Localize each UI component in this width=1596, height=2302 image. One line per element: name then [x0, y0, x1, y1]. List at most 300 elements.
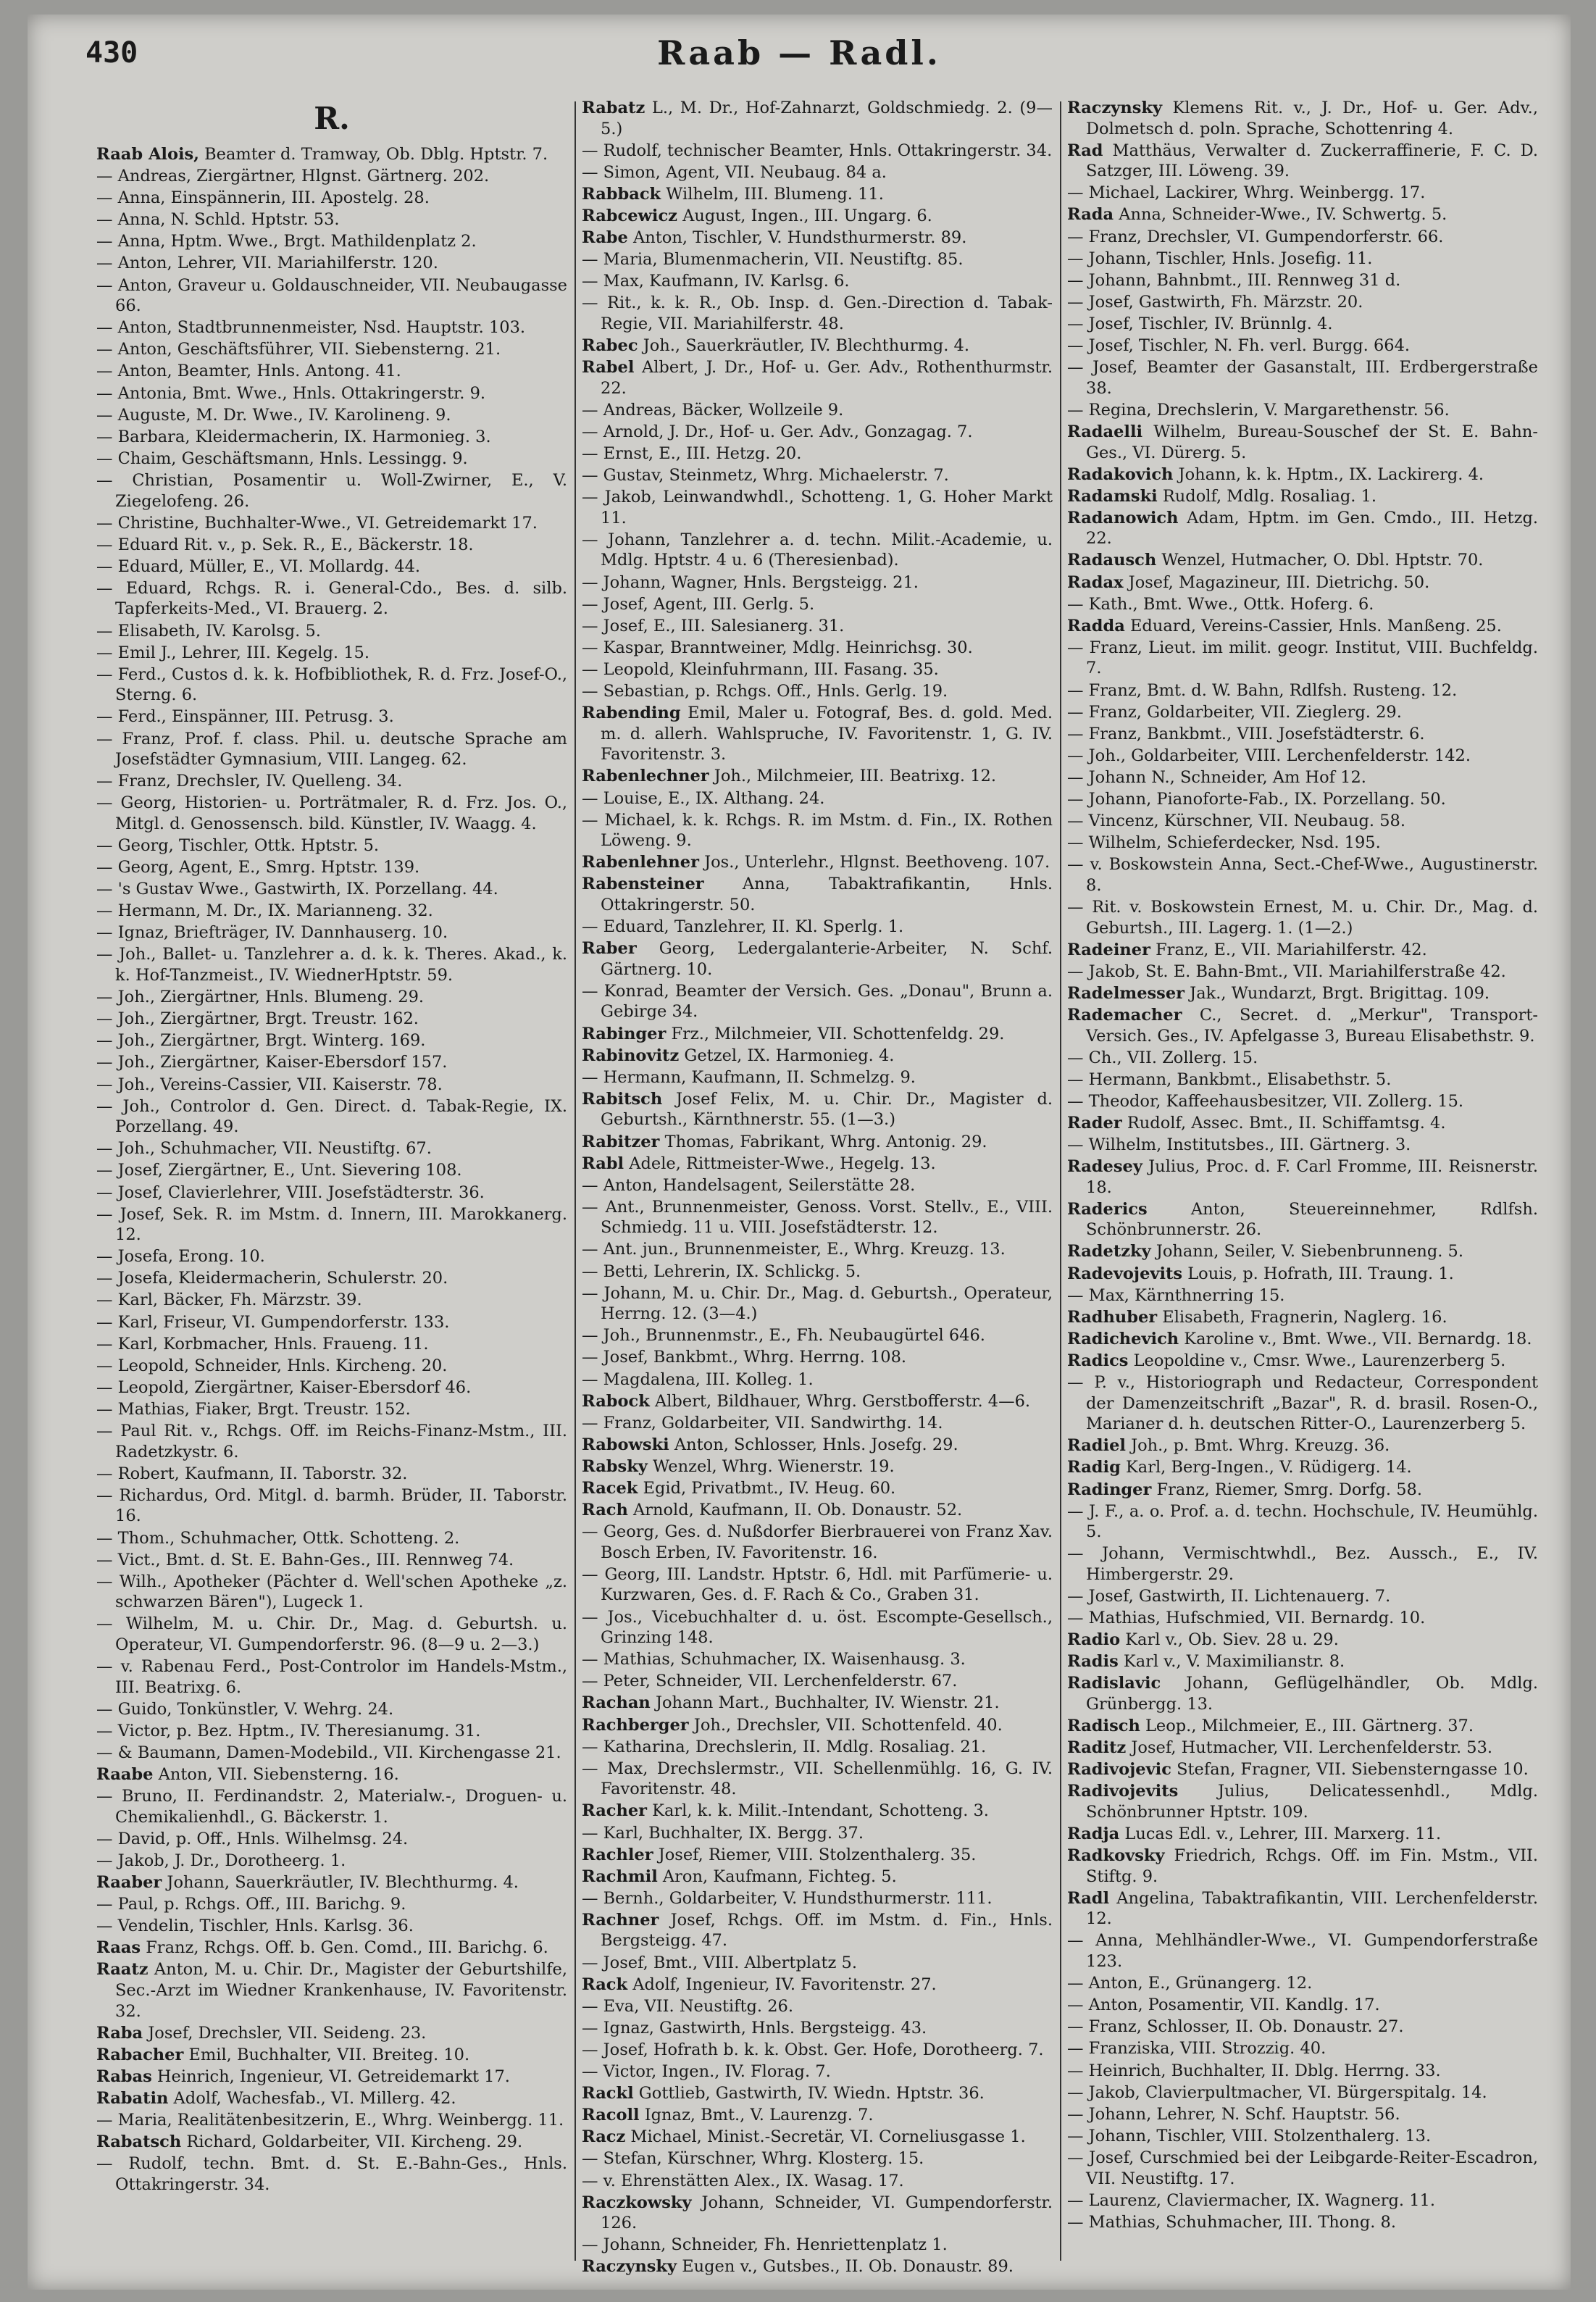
entry-text: — Mathias, Hufschmied, VII. Bernardg. 10.	[1067, 1609, 1426, 1628]
directory-entry	[96, 835, 567, 856]
directory-entry	[582, 981, 1053, 1022]
entry-text: — Anton, Stadtbrunnenmeister, Nsd. Hauptstr. 103.	[96, 318, 526, 338]
entry-text: Leopoldine v., Cmsr. Wwe., Laurenzerberg 5.	[1128, 1351, 1506, 1370]
directory-entry	[582, 487, 1053, 528]
entry-text: — Elisabeth, IV. Karolsg. 5.	[96, 621, 321, 641]
directory-entry	[1067, 724, 1538, 745]
directory-entry	[582, 2193, 1053, 2234]
entry-text: — Josef, Agent, III. Gerlg. 5.	[582, 594, 815, 614]
entry-text: — v. Boskowstein Anna, Sect.-Chef-Wwe., Augustinerstr. 8.	[1067, 855, 1538, 895]
entry-text: Karoline v., Bmt. Wwe., VII. Bernardg. 18.	[1179, 1329, 1532, 1348]
entry-text: — Joh., Goldarbeiter, VIII. Lerchenfelderstr. 142.	[1067, 746, 1471, 765]
entry-surname: Racz	[582, 2127, 626, 2147]
directory-entry	[582, 594, 1053, 615]
directory-entry	[1067, 1241, 1538, 1262]
entry-text: — Rit. v. Boskowstein Ernest, M. u. Chir. Dr., Mag. d. Geburtsh., III. Lagerg. 1. (1—2.)	[1067, 897, 1538, 938]
directory-entry	[96, 209, 567, 230]
entry-surname: Raditz	[1067, 1738, 1127, 1758]
entry-text: — Ignaz, Gastwirth, Hnls. Bergsteigg. 43.	[582, 2018, 927, 2038]
directory-entry	[96, 1959, 567, 2022]
entry-text: — Richardus, Ord. Mitgl. d. barmh. Brüder, II. Taborstr. 16.	[96, 1485, 567, 1526]
directory-entry	[96, 1290, 567, 1311]
entry-text: — Maria, Blumenmacherin, VII. Neustiftg. 85.	[582, 250, 964, 270]
directory-entry	[96, 1160, 567, 1181]
entry-text: — Joh., Ziergärtner, Hnls. Blumeng. 29.	[96, 988, 425, 1007]
entry-text: — Anton, E., Grünangerg. 12.	[1067, 1974, 1313, 1993]
directory-entry	[582, 659, 1053, 680]
entry-surname: Radivojevits	[1067, 1782, 1179, 1801]
entry-text: — Josef, Hofrath b. k. k. Obst. Ger. Hofe, Dorotheerg. 7.	[582, 2040, 1044, 2059]
entry-text: Rudolf, Assec. Bmt., II. Schiffamtsg. 4.	[1121, 1113, 1446, 1133]
directory-entry	[582, 400, 1053, 421]
directory-entry	[96, 1550, 567, 1571]
directory-entry	[96, 901, 567, 922]
directory-entry	[96, 1183, 567, 1204]
directory-entry	[582, 638, 1053, 659]
entry-text: — Anton, Geschäftsführer, VII. Siebensterng. 21.	[96, 340, 501, 359]
entry-text: — Eduard Rit. v., p. Sek. R., E., Bäckerstr. 18.	[96, 535, 474, 554]
entry-text: — Ch., VII. Zollerg. 15.	[1067, 1048, 1258, 1067]
directory-entry	[582, 1823, 1053, 1844]
entry-text: — Eduard, Rchgs. R. i. General-Cdo., Bes. d. silb. Tapferkeits-Med., VI. Brauerg. 2.	[96, 578, 567, 619]
directory-entry	[582, 1283, 1053, 1325]
directory-entry	[96, 621, 567, 642]
entry-surname: Radis	[1067, 1652, 1119, 1672]
entry-surname: Racoll	[582, 2106, 640, 2125]
directory-entry	[96, 1009, 567, 1030]
entry-text: Wilhelm, Bureau-Souschef der St. E. Bahn-Ges., VI. Dürerg. 5.	[1086, 422, 1538, 462]
running-head: Raab — Radl.	[657, 33, 941, 72]
entry-text: — Arnold, J. Dr., Hof- u. Ger. Adv., Gonzagag. 7.	[582, 422, 973, 441]
directory-entry	[1067, 1673, 1538, 1714]
directory-entry	[1067, 2061, 1538, 2082]
directory-entry	[1067, 2017, 1538, 2038]
directory-entry	[96, 556, 567, 577]
directory-entry	[582, 1261, 1053, 1283]
entry-surname: Rack	[582, 1974, 628, 1994]
entry-text: Michael, Minist.-Secretär, VI. Corneliusgasse 1.	[625, 2127, 1026, 2147]
entry-text: — Johann, Tanzlehrer a. d. techn. Milit.-Academie, u. Mdlg. Hptstr. 4 u. 6 (Theresienbad).	[582, 530, 1053, 570]
directory-entry	[582, 1974, 1053, 1996]
entry-text: L., M. Dr., Hof-Zahnarzt, Goldschmiedg. 2. (9—5.)	[601, 99, 1053, 138]
column-1	[96, 98, 567, 2264]
directory-entry	[582, 1154, 1053, 1175]
entry-text: — Theodor, Kaffeehausbesitzer, VII. Zollerg. 15.	[1067, 1091, 1464, 1111]
directory-entry	[96, 879, 567, 900]
directory-entry	[96, 706, 567, 727]
entry-surname: Radig	[1067, 1458, 1121, 1477]
directory-entry	[1067, 1586, 1538, 1607]
entry-text: — Johann, Vermischtwhdl., Bez. Aussch., E., IV. Himbergerstr. 29.	[1067, 1544, 1538, 1584]
entry-text: — Josefa, Erong. 10.	[96, 1247, 265, 1267]
entry-text: — & Baumann, Damen-Modebild., VII. Kirchengasse 21.	[96, 1743, 561, 1762]
entry-text: Albert, Bildhauer, Whrg. Gerstbofferstr. 4—6.	[649, 1391, 1031, 1411]
entry-text: — Ernst, E., III. Hetzg. 20.	[582, 444, 802, 463]
directory-entry	[1067, 1543, 1538, 1585]
directory-entry	[582, 917, 1053, 938]
directory-entry	[96, 231, 567, 252]
directory-entry	[1067, 962, 1538, 983]
directory-entry	[96, 1528, 567, 1549]
directory-entry	[1067, 1307, 1538, 1328]
entry-text: Adolf, Ingenieur, IV. Favoritenstr. 27.	[627, 1974, 937, 1994]
directory-entry	[1067, 1480, 1538, 1501]
directory-entry	[96, 2132, 567, 2153]
entry-surname: Rachmil	[582, 1867, 658, 1886]
entry-text: C., Secret. d. „Merkur", Transport-Versich. Ges., IV. Apfelgasse 3, Bureau Elisabethstr. 9.	[1086, 1005, 1538, 1046]
directory-entry	[582, 788, 1053, 809]
entry-surname: Raber	[582, 939, 637, 959]
entry-surname: Rabl	[582, 1154, 624, 1173]
directory-entry	[582, 1737, 1053, 1758]
entry-text: Franz, Riemer, Smrg. Dorfg. 58.	[1151, 1480, 1422, 1499]
directory-entry	[582, 530, 1053, 571]
directory-entry	[96, 2153, 567, 2195]
entry-text: — Vict., Bmt. d. St. E. Bahn-Ges., III. Rennweg 74.	[96, 1550, 514, 1569]
entry-text: — Karl, Korbmacher, Hnls. Fraueng. 11.	[96, 1334, 429, 1354]
entry-text: — Bruno, II. Ferdinandstr. 2, Materialw.-, Droguen- u. Chemikalienhdl., G. Bäckerstr. 1.	[96, 1787, 567, 1827]
entry-text: — Michael, Lackirer, Whrg. Weinbergg. 17.	[1067, 183, 1426, 203]
entry-text: — Wilhelm, Institutsbes., III. Gärtnerg. 3.	[1067, 1135, 1411, 1154]
entry-text: — 's Gustav Wwe., Gastwirth, IX. Porzellang. 44.	[96, 880, 498, 899]
directory-entry	[582, 1197, 1053, 1238]
directory-entry	[1067, 1135, 1538, 1156]
directory-entry	[96, 1656, 567, 1698]
directory-entry	[1067, 2190, 1538, 2211]
directory-entry	[1067, 1716, 1538, 1737]
entry-text: Heinrich, Ingenieur, VI. Getreidemarkt 17.	[151, 2067, 510, 2086]
directory-entry	[1067, 746, 1538, 767]
directory-entry	[1067, 2038, 1538, 2059]
directory-entry	[582, 228, 1053, 249]
directory-entry	[96, 405, 567, 426]
entry-text: Johann Mart., Buchhalter, IV. Wienstr. 21.	[650, 1693, 1000, 1713]
directory-entry	[1067, 292, 1538, 313]
directory-entry	[1067, 1651, 1538, 1672]
entry-text: Johann, Schneider, VI. Gumpendorferstr. 126.	[601, 2193, 1053, 2233]
entry-surname: Rabinger	[582, 1024, 667, 1043]
entry-surname: Rad	[1067, 141, 1103, 160]
entry-text: Stefan, Fragner, VII. Siebensterngasse 10.	[1171, 1760, 1529, 1780]
directory-entry	[582, 1347, 1053, 1368]
entry-text: — Louise, E., IX. Althang. 24.	[582, 788, 825, 808]
entry-text: Matthäus, Verwalter d. Zuckerraffinerie, F. C. D. Satzger, III. Löweng. 39.	[1086, 141, 1538, 181]
directory-entry	[96, 793, 567, 834]
entry-text: Josef, Riemer, VIII. Stolzenthalerg. 35.	[653, 1845, 977, 1864]
entry-text: — Josef, Tischler, N. Fh. verl. Burgg. 664.	[1067, 336, 1411, 356]
entry-text: — Johann, Lehrer, N. Schf. Hauptstr. 56.	[1067, 2104, 1400, 2124]
entry-surname: Radislavic	[1067, 1674, 1161, 1693]
directory-entry	[96, 275, 567, 317]
directory-entry	[96, 339, 567, 360]
directory-entry	[96, 1872, 567, 1893]
entry-text: — Rudolf, techn. Bmt. d. St. E.-Bahn-Ges., Hnls. Ottakringerstr. 34.	[96, 2154, 567, 2194]
directory-entry	[1067, 767, 1538, 788]
directory-entry	[582, 2061, 1053, 2082]
entry-text: Anton, Tischler, V. Hundsthurmerstr. 89.	[627, 228, 967, 248]
entry-text: — Victor, Ingen., IV. Florag. 7.	[582, 2062, 831, 2082]
directory-entry	[582, 2018, 1053, 2039]
directory-entry	[582, 2171, 1053, 2192]
directory-entry	[96, 1334, 567, 1355]
directory-entry	[1067, 1973, 1538, 1994]
directory-entry	[96, 771, 567, 792]
directory-entry	[96, 1246, 567, 1267]
directory-entry	[582, 1801, 1053, 1822]
entry-text: Beamter d. Tramway, Ob. Dblg. Hptstr. 7.	[199, 145, 548, 164]
entry-text: — Emil J., Lehrer, III. Kegelg. 15.	[96, 643, 369, 662]
directory-entry	[1067, 2104, 1538, 2125]
entry-surname: Rabending	[582, 704, 681, 723]
directory-entry	[582, 1845, 1053, 1866]
entry-text: Adele, Rittmeister-Wwe., Hegelg. 13.	[624, 1154, 936, 1173]
entry-surname: Raczynsky	[582, 2257, 677, 2277]
directory-entry	[582, 1500, 1053, 1521]
entry-text: — Leopold, Kleinfuhrmann, III. Fasang. 35.	[582, 659, 939, 679]
entry-text: Josef, Drechsler, VII. Seideng. 23.	[143, 2023, 427, 2043]
directory-entry	[1067, 1156, 1538, 1198]
directory-entry	[1067, 400, 1538, 421]
entry-text: Angelina, Tabaktrafikantin, VIII. Lerchenfelderstr. 12.	[1086, 1888, 1538, 1929]
directory-entry	[582, 1456, 1053, 1477]
directory-entry	[96, 987, 567, 1008]
directory-entry	[582, 1715, 1053, 1736]
entry-text: — Konrad, Beamter der Versich. Ges. „Donau", Brunn a. Gebirge 34.	[582, 981, 1053, 1022]
entry-text: Anton, M. u. Chir. Dr., Magister der Geburtshilfe, Sec.-Arzt im Wiedner Krankenhause, IV. Favoritenstr. 32.	[115, 1960, 567, 2021]
entry-text: Klemens Rit. v., J. Dr., Hof- u. Ger. Adv., Dolmetsch d. poln. Sprache, Schottenring 4.	[1086, 99, 1538, 138]
entry-text: — Michael, k. k. Rchgs. R. im Mstm. d. Fin., IX. Rothen Löweng. 9.	[582, 810, 1053, 851]
directory-entry	[582, 357, 1053, 399]
entry-text: — Josef, Sek. R. im Mstm. d. Innern, III. Marokkanerg. 12.	[96, 1204, 567, 1245]
entry-text: — Paul, p. Rchgs. Off., III. Barichg. 9.	[96, 1895, 406, 1914]
directory-entry	[96, 664, 567, 706]
directory-entry	[96, 1356, 567, 1377]
entry-text: Thomas, Fabrikant, Whrg. Antonig. 29.	[659, 1132, 987, 1151]
entry-text: — Josef, Bmt., VIII. Albertplatz 5.	[582, 1953, 857, 1972]
entry-text: — Johann, Pianoforte-Fab., IX. Porzellang. 50.	[1067, 790, 1446, 809]
entry-surname: Rachler	[582, 1845, 653, 1864]
entry-text: — David, p. Off., Hnls. Wilhelmsg. 24.	[96, 1829, 409, 1848]
entry-text: — Anna, Mehlhändler-Wwe., VI. Gumpendorferstraße 123.	[1067, 1931, 1538, 1972]
entry-surname: Rader	[1067, 1113, 1122, 1133]
directory-entry	[96, 383, 567, 404]
entry-surname: Rademacher	[1067, 1005, 1182, 1025]
directory-entry	[1067, 811, 1538, 832]
directory-entry	[582, 1239, 1053, 1260]
directory-entry	[96, 1485, 567, 1527]
entry-text: — Eva, VII. Neustiftg. 26.	[582, 1996, 793, 2016]
entry-text: Johann, Seiler, V. Siebenbrunneng. 5.	[1150, 1242, 1463, 1261]
directory-entry	[1067, 357, 1538, 399]
directory-entry	[96, 1377, 567, 1398]
entry-text: — Max, Kärnthnerring 15.	[1067, 1285, 1285, 1305]
entry-text: Wenzel, Hutmacher, O. Dbl. Hptstr. 70.	[1156, 551, 1484, 570]
entry-text: Karl v., V. Maximilianstr. 8.	[1118, 1652, 1345, 1672]
directory-entry	[96, 1030, 567, 1051]
directory-entry	[1067, 702, 1538, 723]
directory-entry	[582, 1413, 1053, 1434]
entry-text: Adam, Hptm. im Gen. Cmdo., III. Hetzg. 22.	[1086, 508, 1538, 549]
directory-entry	[582, 443, 1053, 464]
entry-text: — Wilhelm, M. u. Chir. Dr., Mag. d. Geburtsh. u. Operateur, VI. Gumpendorferstr. 96. (8—9 u. 2—3.)	[96, 1614, 567, 1654]
directory-entry	[582, 1607, 1053, 1648]
directory-entry	[1067, 680, 1538, 701]
entry-text: — Franz, Goldarbeiter, VII. Zieglerg. 29.	[1067, 702, 1402, 722]
directory-entry	[96, 1699, 567, 1720]
directory-entry	[1067, 1048, 1538, 1069]
entry-surname: Radevojevits	[1067, 1264, 1183, 1283]
directory-entry	[582, 2040, 1053, 2061]
directory-entry	[1067, 1501, 1538, 1543]
entry-text: Rudolf, Mdlg. Rosaliag. 1.	[1157, 486, 1377, 506]
entry-surname: Radichevich	[1067, 1329, 1179, 1348]
directory-entry	[582, 1693, 1053, 1714]
entry-text: Lucas Edl. v., Lehrer, III. Marxerg. 11.	[1119, 1824, 1442, 1843]
directory-entry	[582, 938, 1053, 980]
entry-text: Joh., Drechsler, VII. Schottenfeld. 40.	[688, 1715, 1003, 1735]
directory-entry	[582, 1564, 1053, 1606]
directory-entry	[582, 1089, 1053, 1130]
entry-text: — Hermann, Kaufmann, II. Schmelzg. 9.	[582, 1067, 916, 1087]
section-letter: R.	[314, 101, 350, 136]
entry-text: — Leopold, Ziergärtner, Kaiser-Ebersdorf 46.	[96, 1377, 472, 1397]
entry-text: — Betti, Lehrerin, IX. Schlickg. 5.	[582, 1261, 861, 1281]
directory-entry	[1067, 983, 1538, 1004]
directory-entry	[582, 335, 1053, 356]
directory-entry	[1067, 249, 1538, 270]
directory-entry	[96, 1916, 567, 1937]
directory-entry	[1067, 572, 1538, 593]
directory-entry	[96, 1938, 567, 1959]
directory-entry	[582, 1759, 1053, 1800]
entry-text: Wenzel, Whrg. Wienerstr. 19.	[647, 1456, 895, 1476]
directory-entry	[96, 1421, 567, 1462]
directory-entry	[1067, 1930, 1538, 1972]
directory-entry	[582, 2083, 1053, 2104]
entry-text: Wilhelm, III. Blumeng. 11.	[661, 184, 884, 204]
entry-surname: Radl	[1067, 1888, 1110, 1908]
directory-entry	[1067, 98, 1538, 139]
entry-text: — Anton, Posamentir, VII. Kandlg. 17.	[1067, 1996, 1380, 2015]
directory-entry	[1067, 594, 1538, 615]
entry-text: — Johann, Tischler, Hnls. Josefig. 11.	[1067, 249, 1373, 268]
directory-entry	[582, 766, 1053, 787]
directory-entry	[582, 422, 1053, 443]
entry-text: Joh., p. Bmt. Whrg. Kreuzg. 36.	[1125, 1436, 1390, 1456]
entry-text: — Rit., k. k. R., Ob. Insp. d. Gen.-Direction d. Tabak-Regie, VII. Mariahilferstr. 48.	[582, 293, 1053, 333]
entry-surname: Rabcewicz	[582, 206, 677, 225]
directory-entry	[96, 643, 567, 664]
entry-text: — Andreas, Ziergärtner, Hlgnst. Gärtnerg. 202.	[96, 167, 490, 186]
entry-text: Anna, Schneider-Wwe., IV. Schwertg. 5.	[1114, 205, 1447, 225]
entry-text: — Josef, Gastwirth, II. Lichtenauerg. 7.	[1067, 1586, 1391, 1606]
directory-entry	[1067, 1759, 1538, 1780]
directory-entry	[96, 1572, 567, 1613]
entry-surname: Rabback	[582, 184, 661, 204]
entry-text: — Bernh., Goldarbeiter, V. Hundsthurmerstr. 111.	[582, 1888, 993, 1908]
entry-text: — Rudolf, technischer Beamter, Hnls. Ottakringerstr. 34.	[582, 141, 1053, 160]
entry-text: — Joh., Controlor d. Gen. Direct. d. Tabak-Regie, IX. Porzellang. 49.	[96, 1096, 567, 1137]
directory-entry	[96, 857, 567, 878]
entry-text: — Jakob, Leinwandwhdl., Schotteng. 1, G. Hoher Markt 11.	[582, 488, 1053, 527]
directory-entry	[96, 317, 567, 338]
entry-text: — Heinrich, Buchhalter, II. Dblg. Herrng. 33.	[1067, 2061, 1441, 2080]
entry-text: — Georg, Historien- u. Porträtmaler, R. d. Frz. Jos. O., Mitgl. d. Genossensch. bild. Künstler, IV. Waagg. 4.	[96, 793, 567, 833]
directory-entry	[1067, 1435, 1538, 1456]
entry-surname: Rabensteiner	[582, 875, 704, 894]
entry-surname: Radakovich	[1067, 464, 1174, 484]
directory-entry	[582, 249, 1053, 270]
entry-text: Emil, Maler u. Fotograf, Bes. d. gold. Med. m. d. allerh. Wahlspruche, IV. Favoritenstr. 1, G. IV. Favoritenstr. 3.	[601, 704, 1053, 764]
directory-entry	[582, 98, 1053, 139]
entry-text: — Joh., Ziergärtner, Brgt. Winterg. 169.	[96, 1031, 426, 1051]
entry-text: — Franz, Goldarbeiter, VII. Sandwirthg. 14.	[582, 1413, 943, 1433]
directory-entry	[1067, 2082, 1538, 2103]
entry-surname: Radisch	[1067, 1717, 1140, 1736]
directory-entry	[582, 1435, 1053, 1456]
entry-text: — Wilh., Apotheker (Pächter d. Well'schen Apotheke „z. schwarzen Bären"), Lugeck 1.	[96, 1572, 567, 1612]
directory-entry	[96, 1399, 567, 1420]
entry-text: — Franz, Lieut. im milit. geogr. Institut, VIII. Buchfeldg. 7.	[1067, 638, 1538, 678]
entry-text: — Vendelin, Tischler, Hnls. Karlsg. 36.	[96, 1917, 414, 1936]
directory-entry	[96, 2045, 567, 2066]
entry-text: Leop., Milchmeier, E., III. Gärtnerg. 37.	[1140, 1717, 1474, 1736]
entry-text: — Robert, Kaufmann, II. Taborstr. 32.	[96, 1464, 408, 1483]
entry-surname: Radesey	[1067, 1157, 1142, 1177]
entry-text: Johann, k. k. Hptm., IX. Lackirerg. 4.	[1173, 464, 1484, 484]
entry-text: — Georg, Agent, E., Smrg. Hptstr. 139.	[96, 858, 420, 877]
entry-text: Josef, Hutmacher, VII. Lerchenfelderstr. 53.	[1126, 1738, 1493, 1758]
directory-entry	[1067, 314, 1538, 335]
entry-text: — Joh., Vereins-Cassier, VII. Kaiserstr. 78.	[96, 1075, 443, 1094]
entry-text: — Sebastian, p. Rchgs. Off., Hnls. Gerlg. 19.	[582, 682, 948, 701]
entry-text: — Ant., Brunnenmeister, Genoss. Vorst. Stellv., E., VIII. Schmiedg. 11 u. VIII. Josefstädterstr. 12.	[582, 1197, 1053, 1238]
directory-entry	[582, 1522, 1053, 1563]
entry-text: Albert, J. Dr., Hof- u. Ger. Adv., Rothenthurmstr. 22.	[601, 358, 1053, 398]
entry-text: Josef, Magazineur, III. Dietrichg. 50.	[1123, 572, 1430, 592]
entry-text: Eduard, Vereins-Cassier, Hnls. Manßeng. 25.	[1124, 616, 1502, 635]
directory-entry	[96, 427, 567, 448]
directory-entry	[96, 1268, 567, 1289]
directory-entry	[96, 1829, 567, 1850]
directory-page	[28, 14, 1571, 2290]
entry-surname: Radax	[1067, 572, 1124, 592]
entry-text: — Hermann, Bankbmt., Elisabethstr. 5.	[1067, 1069, 1392, 1089]
entry-text: — Chaim, Geschäftsmann, Hnls. Lessingg. 9.	[96, 449, 468, 468]
entry-text: — Simon, Agent, VII. Neubaug. 84 a.	[582, 162, 887, 182]
entry-text: — Johann, M. u. Chir. Dr., Mag. d. Geburtsh., Operateur, Herrng. 12. (3—4.)	[582, 1283, 1053, 1324]
entry-text: — Anna, Einspännerin, III. Apostelg. 28.	[96, 188, 430, 208]
directory-entry	[96, 1052, 567, 1073]
entry-text: — Georg, III. Landstr. Hptstr. 6, Hdl. mit Parfümerie- u. Kurzwaren, Ges. d. F. Rach & Co., Graben 31.	[582, 1564, 1053, 1605]
entry-surname: Radja	[1067, 1824, 1120, 1843]
directory-entry	[582, 293, 1053, 334]
entry-text: — Anton, Handelsagent, Seilerstätte 28.	[582, 1175, 916, 1195]
entry-surname: Rabock	[582, 1391, 650, 1411]
directory-entry	[96, 922, 567, 943]
entry-text: Jos., Unterlehr., Hlgnst. Beethoveng. 107.	[698, 853, 1050, 872]
entry-text: Georg, Ledergalanterie-Arbeiter, N. Schf. Gärtnerg. 10.	[601, 939, 1053, 979]
entry-text: Johann, Geflügelhändler, Ob. Mdlg. Grünbergg. 13.	[1086, 1674, 1538, 1714]
directory-entry	[96, 1075, 567, 1096]
directory-entry	[582, 852, 1053, 873]
directory-entry	[96, 166, 567, 187]
entry-text: — Josef, Tischler, IV. Brünnlg. 4.	[1067, 314, 1333, 333]
directory-entry	[96, 1312, 567, 1333]
column-divider	[1060, 101, 1061, 2261]
directory-entry	[582, 1953, 1053, 1974]
entry-text: — Max, Kaufmann, IV. Karlsg. 6.	[582, 272, 850, 291]
